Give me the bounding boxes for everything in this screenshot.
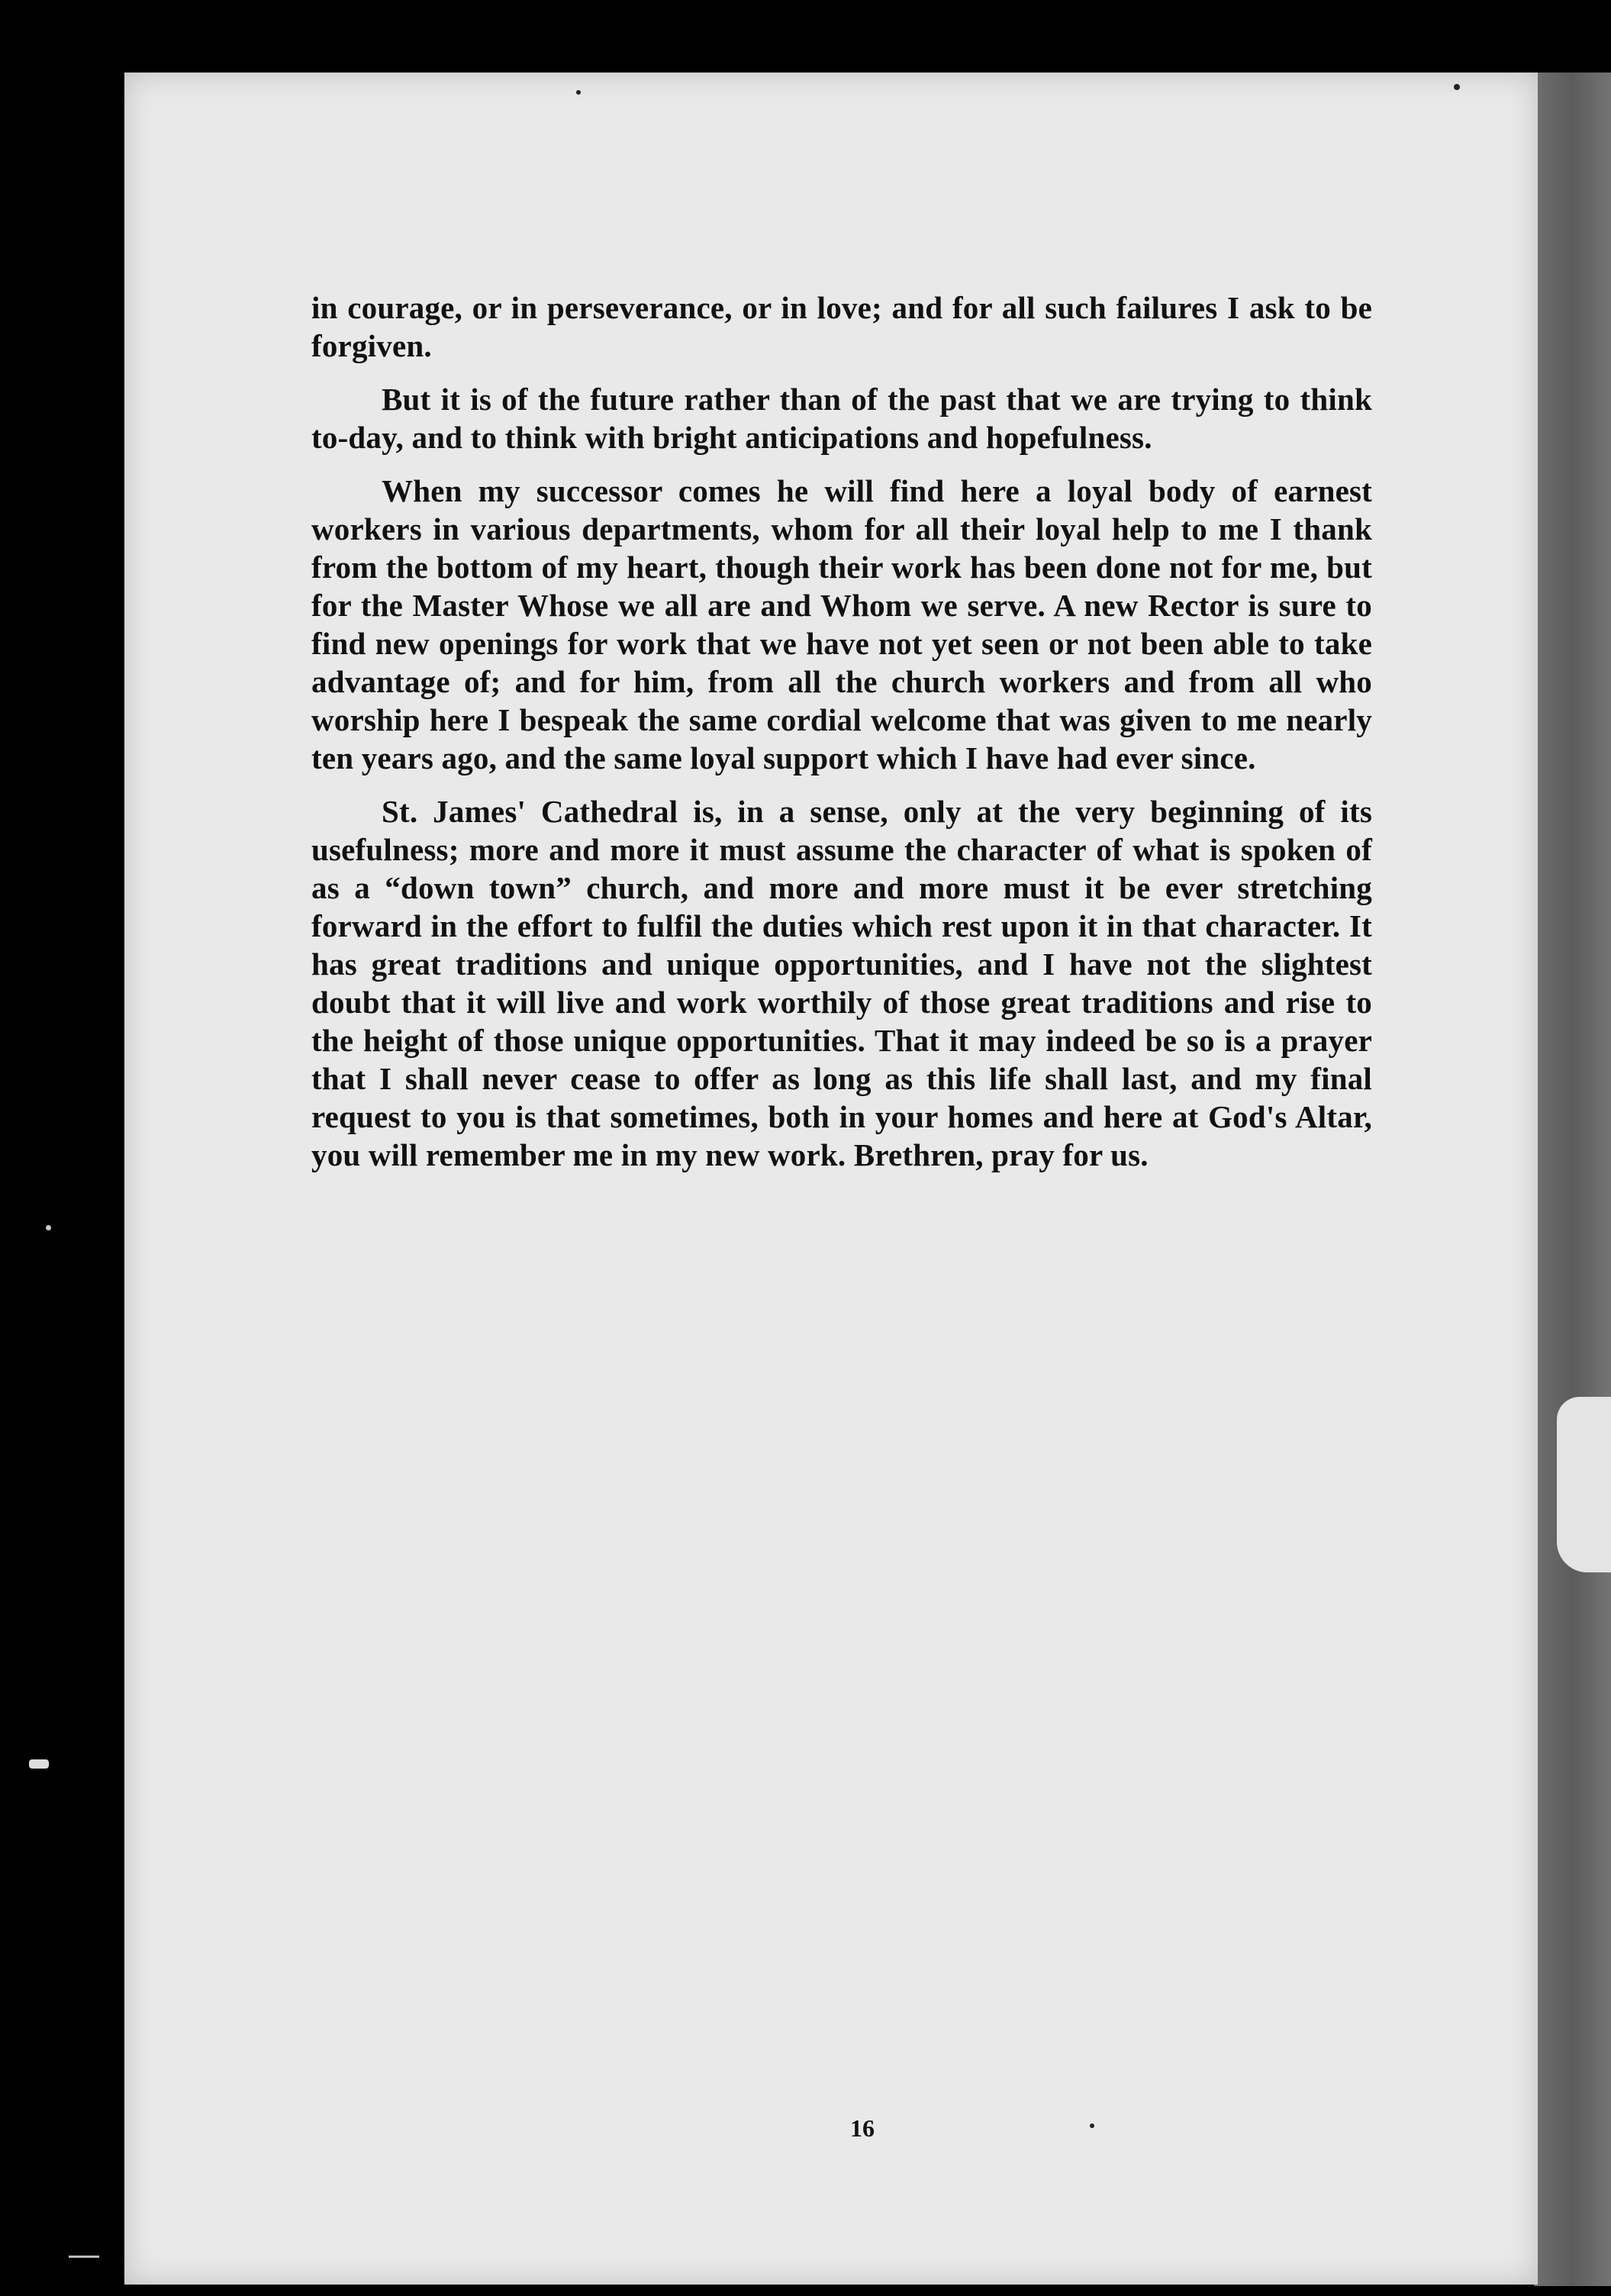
scan-speck (69, 2256, 99, 2258)
paragraph-future: But it is of the future rather than of the past that we are trying to think to-day, and to think with bright anticipations and hopefulness. (311, 382, 1372, 455)
paragraph-successor: When my successor comes he will find here a loyal body of earnest workers in various departments, whom for all their loyal help to me I thank from the bottom of my heart, though their work has been done not for me, but for the Master Whose we all are and Whom we serve. A new Rector is sure to find new openings for work that we have not yet seen or not been able to take advantage of; and for him, from all the church workers and from all who worship here I bespeak the same cordial welcome that was given to me nearly ten years ago, and the same loyal support which I have had ever since. (311, 473, 1372, 776)
scan-speck (1090, 2123, 1094, 2128)
torn-page-edge (1557, 1397, 1611, 1572)
page-body-text (311, 289, 1372, 1189)
scan-speck (576, 90, 581, 95)
paragraph-cathedral: St. James' Cathedral is, in a sense, only at the very beginning of its usefulness; more and more it must assume the character of what is spoken of as a “down town” church, and more and more must it be ever stretching forward in the effort to fulfil the duties which rest upon it in that character. It has great traditions and unique opportunities, and I have not the slightest doubt that it will live and work worthily of those great traditions and rise to the height of those unique opportunities. That it may indeed be so is a prayer that I shall never cease to offer as long as this life shall last, and my final request to you is that sometimes, both in your homes and here at God's Altar, you will remember me in my new work. Brethren, pray for us. (311, 794, 1372, 1172)
adjacent-page-edge (1534, 73, 1611, 2286)
paragraph-continuation: in courage, or in perseverance, or in love; and for all such failures I ask to be forgiven. (311, 290, 1372, 363)
scan-speck (29, 1759, 49, 1769)
scan-speck (46, 1225, 51, 1230)
page-number: 16 (850, 2114, 875, 2142)
scan-speck (1454, 84, 1460, 90)
